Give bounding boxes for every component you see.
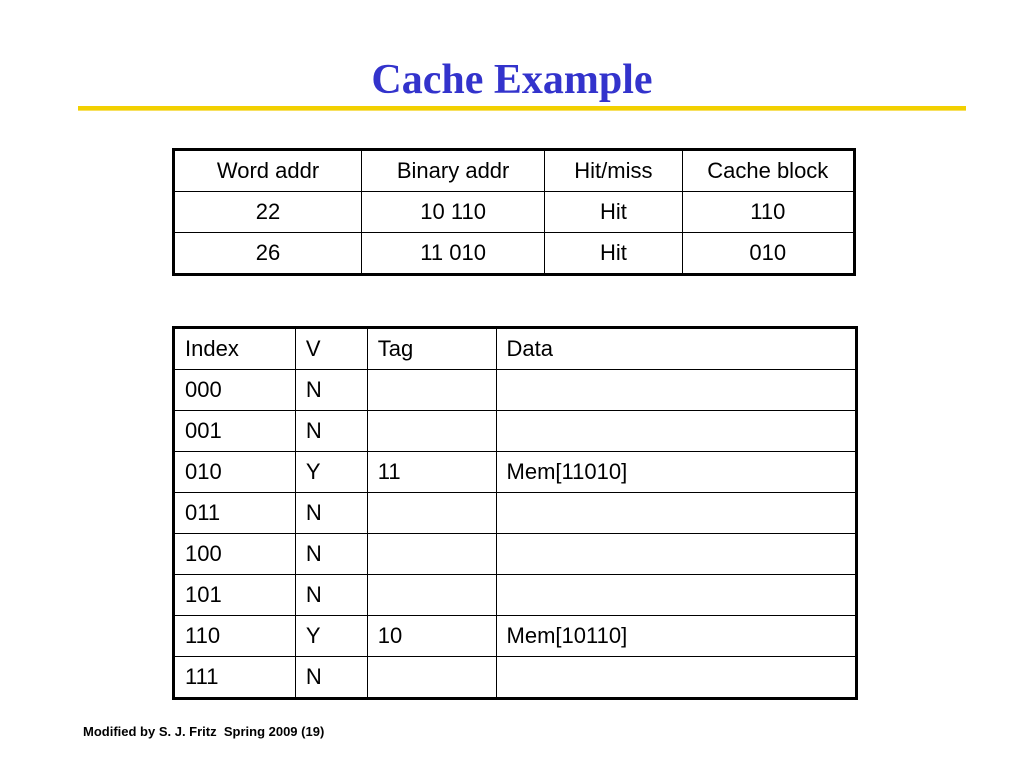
table-row	[174, 370, 857, 411]
table-row	[174, 411, 857, 452]
valid-cell: N	[295, 657, 367, 699]
tag-cell	[367, 411, 496, 452]
cache-table	[172, 326, 858, 700]
valid-cell: N	[295, 370, 367, 411]
table-row	[174, 616, 857, 657]
table-row	[174, 534, 857, 575]
tag-cell	[367, 493, 496, 534]
word-addr-cell: 26	[174, 233, 362, 275]
address-table	[172, 148, 856, 276]
data-cell	[496, 370, 856, 411]
binary-addr-cell: 10 110	[362, 192, 545, 233]
tag-cell: 11	[367, 452, 496, 493]
tag-cell	[367, 534, 496, 575]
index-cell: 101	[174, 575, 296, 616]
cache-block-cell: 010	[682, 233, 854, 275]
index-cell: 100	[174, 534, 296, 575]
cache-table-header-row	[174, 328, 857, 370]
valid-cell: Y	[295, 616, 367, 657]
address-table-header-row	[174, 150, 855, 192]
data-cell	[496, 411, 856, 452]
table-row	[174, 575, 857, 616]
hit-miss-cell: Hit	[545, 233, 682, 275]
hit-miss-cell: Hit	[545, 192, 682, 233]
index-cell: 011	[174, 493, 296, 534]
tag-cell	[367, 657, 496, 699]
valid-cell: N	[295, 534, 367, 575]
index-cell: 001	[174, 411, 296, 452]
valid-cell: N	[295, 493, 367, 534]
table-row	[174, 657, 857, 699]
cache-block-cell: 110	[682, 192, 854, 233]
header-cache-block: Cache block	[682, 150, 854, 192]
slide-title: Cache Example	[371, 57, 653, 103]
index-cell: 000	[174, 370, 296, 411]
index-cell: 010	[174, 452, 296, 493]
header-binary-addr: Binary addr	[362, 150, 545, 192]
table-row	[174, 493, 857, 534]
title-underline	[78, 106, 966, 111]
header-index: Index	[174, 328, 296, 370]
binary-addr-cell: 11 010	[362, 233, 545, 275]
header-data: Data	[496, 328, 856, 370]
tag-cell: 10	[367, 616, 496, 657]
header-valid: V	[295, 328, 367, 370]
index-cell: 110	[174, 616, 296, 657]
data-cell	[496, 493, 856, 534]
tag-cell	[367, 370, 496, 411]
valid-cell: Y	[295, 452, 367, 493]
header-tag: Tag	[367, 328, 496, 370]
valid-cell: N	[295, 411, 367, 452]
header-hit-miss: Hit/miss	[545, 150, 682, 192]
data-cell: Mem[10110]	[496, 616, 856, 657]
index-cell: 111	[174, 657, 296, 699]
word-addr-cell: 22	[174, 192, 362, 233]
table-row	[174, 233, 855, 275]
footer-credit: Modified by S. J. Fritz Spring 2009 (19)	[83, 724, 325, 739]
valid-cell: N	[295, 575, 367, 616]
header-word-addr: Word addr	[174, 150, 362, 192]
data-cell	[496, 657, 856, 699]
table-row	[174, 192, 855, 233]
table-row	[174, 452, 857, 493]
data-cell	[496, 575, 856, 616]
data-cell	[496, 534, 856, 575]
tag-cell	[367, 575, 496, 616]
data-cell: Mem[11010]	[496, 452, 856, 493]
